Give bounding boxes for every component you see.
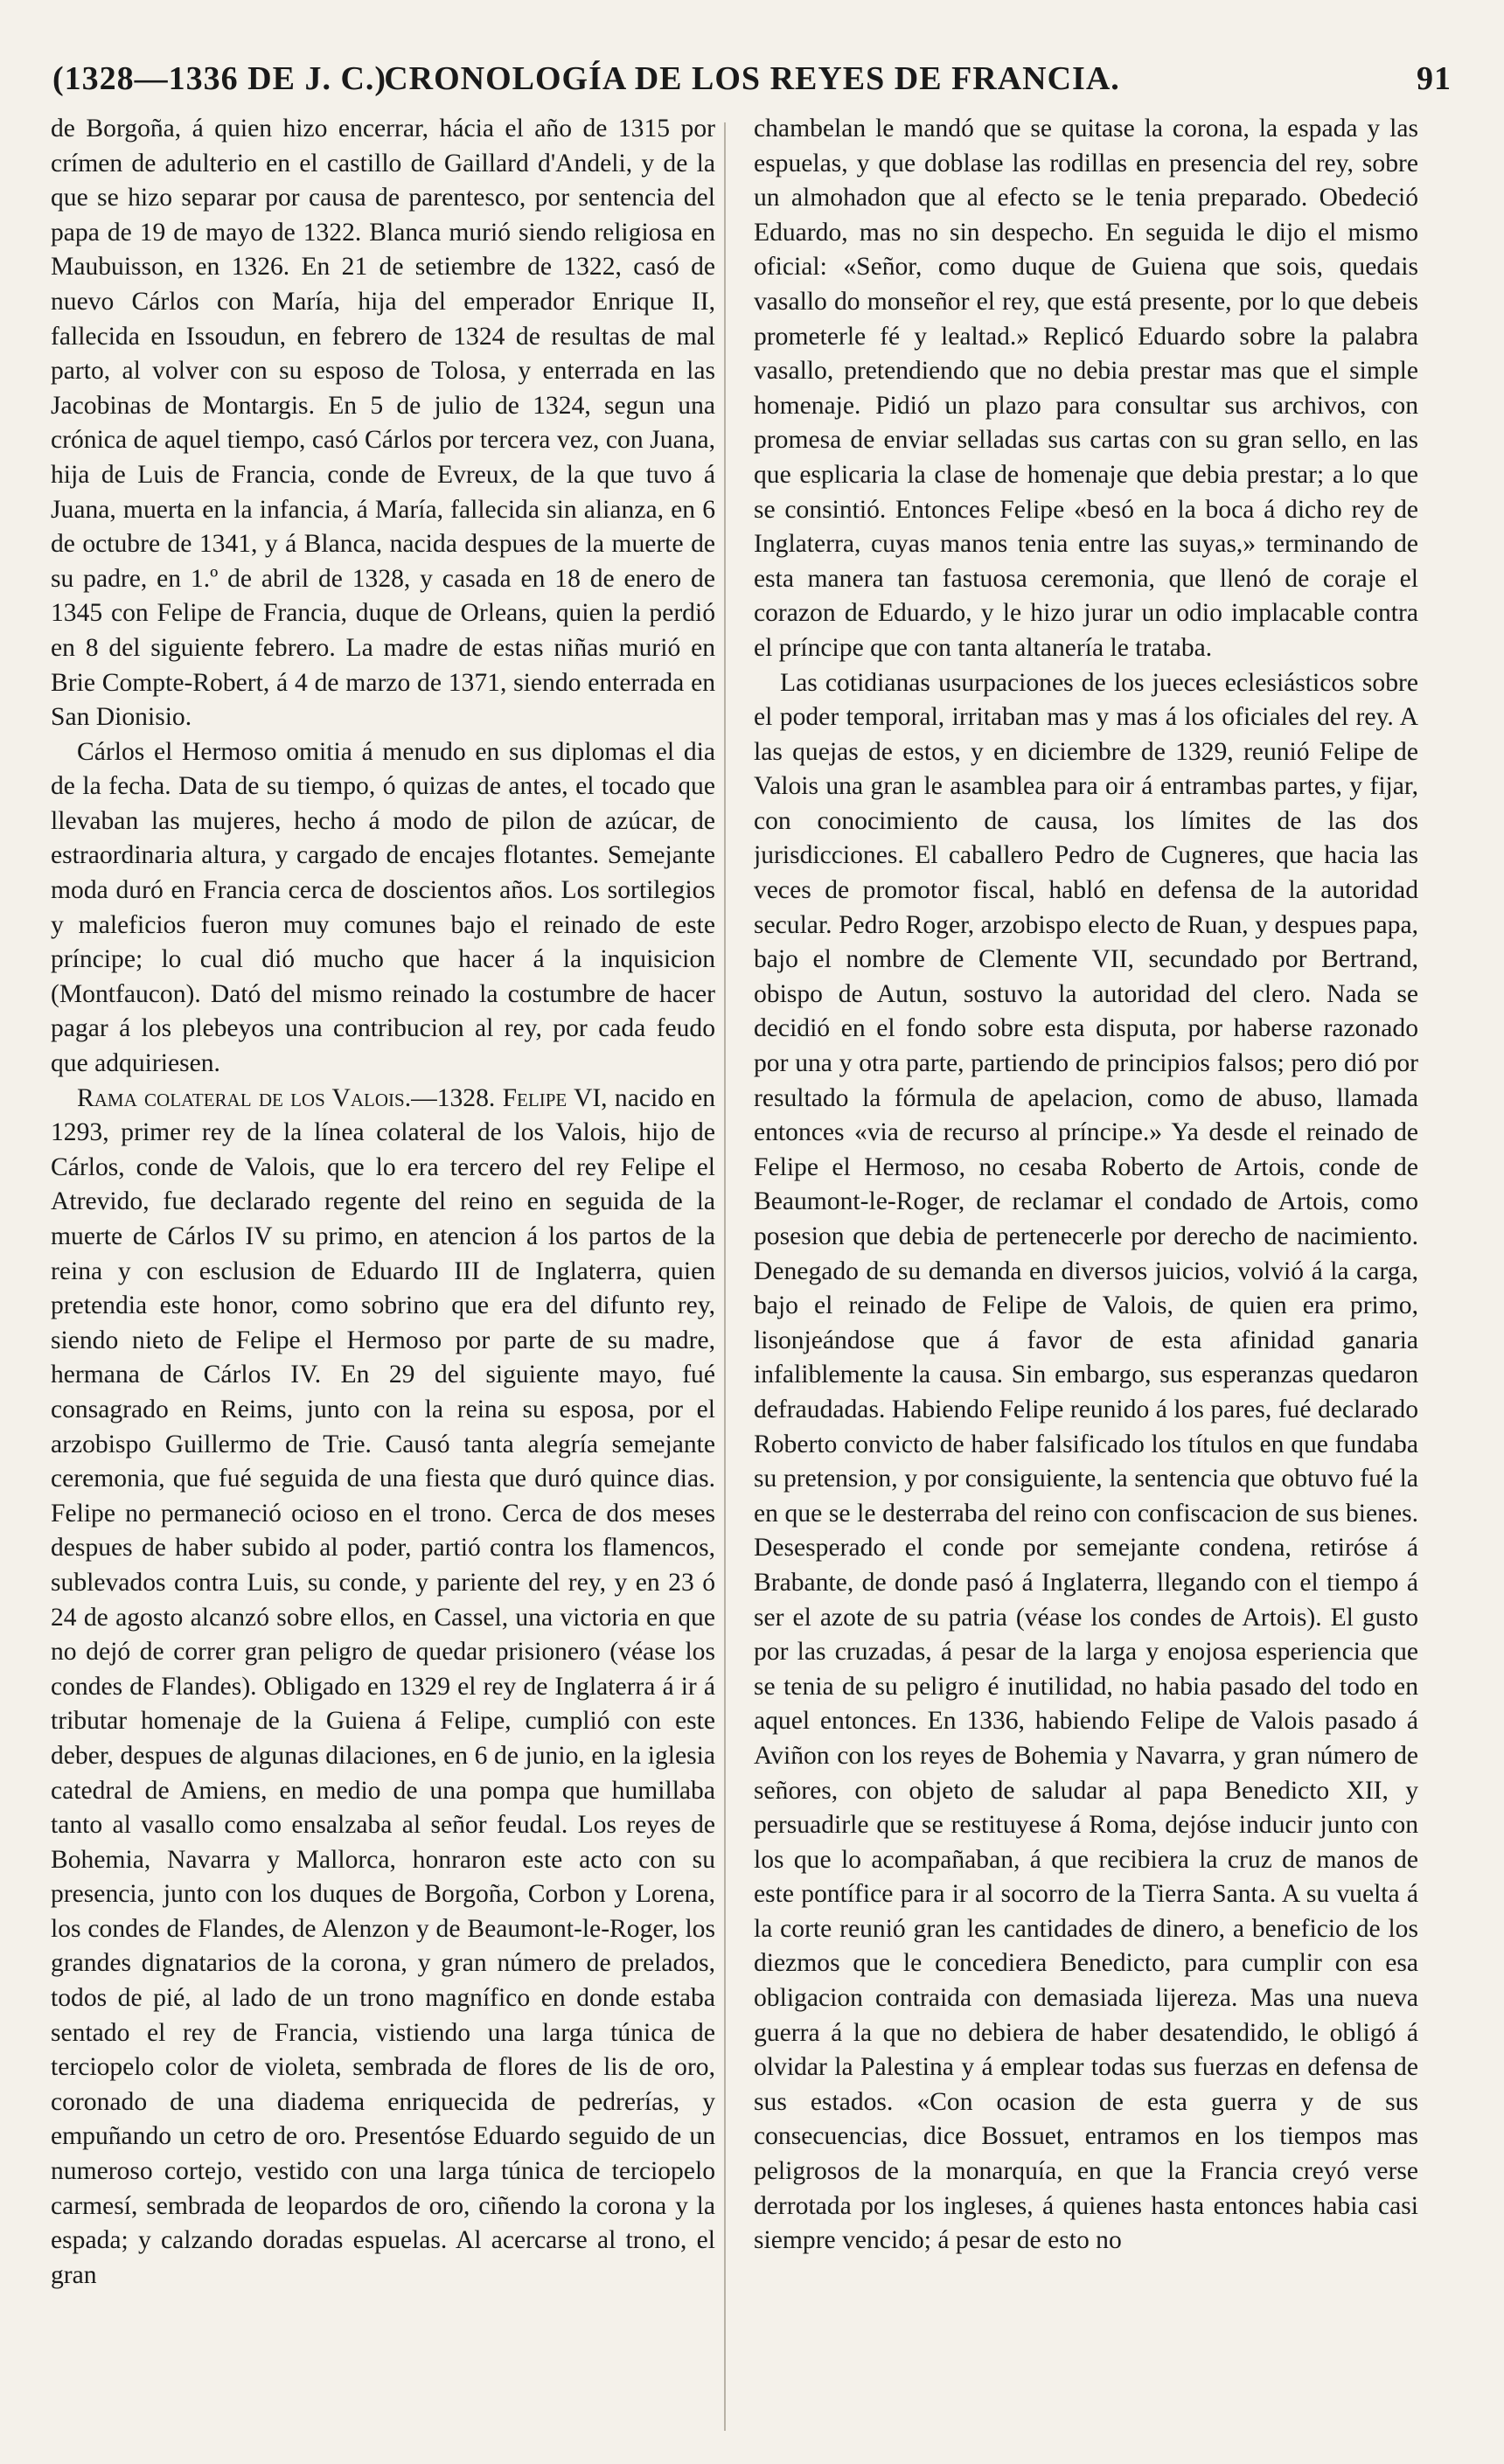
header-title: CRONOLOGÍA DE LOS REYES DE FRANCIA. bbox=[384, 60, 1120, 97]
paragraph: Las cotidianas usurpaciones de los jueces eclesiásticos sobre el poder temporal, irritaban mas y mas á los oficiales del rey. A las quejas de estos, y en diciembre de 1329, reunió Felipe de Valois una gran le asamblea para oir á entrambas partes, y fijar, con conocimiento de causa, los límites de las dos jurisdicciones. El caballero Pedro de Cugneres, que hacia las veces de promotor fiscal, habló en defensa de la autoridad secular. Pedro Roger, arzobispo electo de Ruan, y despues papa, bajo el nombre de Clemente VII, secundado por Bertrand, obispo de Autun, sostuvo la autoridad del clero. Nada se decidió en el fondo sobre esta disputa, por haberse razonado por una y otra parte, partiendo de principios falsos; pero dió por resultado la fórmula de apelacion, como de abuso, llamada entonces «via de recurso al príncipe.» Ya desde el reinado de Felipe el Hermoso, no cesaba Roberto de Artois, conde de Beaumont-le-Roger, de reclamar el condado de Artois, como posesion que debia de pertenecerle por derecho de nacimiento. Denegado de su demanda en diversos juicios, volvió á la carga, bajo el reinado de Felipe de Valois, de quien era primo, lisonjeándose que á favor de esta afinidad ganaria infaliblemente la causa. Sin embargo, sus esperanzas quedaron defraudadas. Habiendo Felipe reunido á los pares, fué declarado Roberto convicto de haber falsificado los títulos en que fundaba su pretension, y por consiguiente, la sentencia que obtuvo fué la en que se le desterraba del reino con confiscacion de sus bienes. Desesperado el conde por semejante condena, retiróse á Brabante, de donde pasó á Inglaterra, llegando con el tiempo á ser el azote de su patria (véase los condes de Artois). El gusto por las cruzadas, á pesar de la larga y enojosa esperiencia que se tenia de su peligro é inutilidad, no habia pasado del todo en aquel entonces. En 1336, habiendo Felipe de Valois pasado á Aviñon con los reyes de Bohemia y Navarra, y gran número de señores, con objeto de saludar al papa Benedicto XII, y persuadirle que se restituyese á Roma, dejóse inducir junto con los que lo acompañaban, á que recibiera la cruz de manos de este pontífice para ir al socorro de la Tierra Santa. A su vuelta á la corte reunió gran les cantidades de dinero, a beneficio de los diezmos que le concediera Benedicto, para cumplir con esa obligacion contraida con demasiada lijereza. Mas una nueva guerra á la que no debiera de haber desatendido, le obligó á olvidar la Palestina y á emplear todas sus fuerzas en defensa de sus estados. «Con ocasion de esta guerra y de sus consecuencias, dice Bossuet, entramos en los tiempos mas peligrosos de la monarquía, en que la Francia creyó verse derrotada por los ingleses, á quienes hasta entonces habia casi siempre vencido; á pesar de esto no bbox=[754, 668, 1418, 2255]
section-paragraph bbox=[51, 1082, 715, 2293]
left-column bbox=[51, 112, 715, 2438]
section-heading: Rama colateral de los Valois.—1328. Felipe VI, bbox=[77, 1083, 608, 1112]
header-dates: (1328—1336 DE J. C.) bbox=[52, 60, 387, 97]
page-number: 91 bbox=[1417, 60, 1452, 97]
right-column bbox=[754, 112, 1418, 2438]
column-divider bbox=[724, 122, 726, 2431]
page-header bbox=[52, 54, 1452, 103]
paragraph: chambelan le mandó que se quitase la corona, la espada y las espuelas, y que doblase las rodillas en presencia del rey, sobre un almohadon que al efecto se le tenia preparado. Obedeció Eduardo, mas no sin despecho. En seguida le dijo el mismo oficial: «Señor, como duque de Guiena que sois, quedais vasallo do monseñor el rey, que está presente, por lo que debeis prometerle fé y lealtad.» Replicó Eduardo sobre la palabra vasallo, pretendiendo que no debia prestar mas que el simple homenaje. Pidió un plazo para consultar sus archivos, con promesa de enviar selladas sus cartas con su gran sello, en las que esplicaria la clase de homenaje que debia prestar; a lo que se consintió. Entonces Felipe «besó en la boca á dicho rey de Inglaterra, cuyas manos tenia entre las suyas,» terminando de esta manera tan fastuosa ceremonia, que llenó de coraje el corazon de Eduardo, y le hizo jurar un odio implacable contra el príncipe que con tanta altanería le trataba. bbox=[754, 115, 1418, 662]
paragraph-text: nacido en 1293, primer rey de la línea colateral de los Valois, hijo de Cárlos, conde de Valois, que lo era tercero del rey Felipe el Atrevido, fue declarado regente del reino en seguida de la muerte de Cárlos IV su primo, en atencion á los partos de la reina y con esclusion de Eduardo III de Inglaterra, quien pretendia este honor, como sobrino que era del difunto rey, siendo nieto de Felipe el Hermoso por parte de su madre, hermana de Cárlos IV. En 29 del siguiente mayo, fué consagrado en Reims, junto con la reina su esposa, por el arzobispo Guillermo de Trie. Causó tanta alegría semejante ceremonia, que fué seguida de una fiesta que duró quince dias. Felipe no permaneció ocioso en el trono. Cerca de dos meses despues de haber subido al poder, partió contra los flamencos, sublevados contra Luis, su conde, y pariente del rey, y en 23 ó 24 de agosto alcanzó sobre ellos, en Cassel, una victoria en que no dejó de correr gran peligro de quedar prisionero (véase los condes de Flandes). Obligado en 1329 el rey de Inglaterra á ir á tributar homenaje de la Guiena á Felipe, cumplió con este deber, despues de algunas dilaciones, en 6 de junio, en la iglesia catedral de Amiens, en medio de una pompa que humillaba tanto al vasallo como ensalzaba al señor feudal. Los reyes de Bohemia, Navarra y Mallorca, honraron este acto con su presencia, junto con los duques de Borgoña, Corbon y Lorena, los condes de Flandes, de Alenzon y de Beaumont-le-Roger, los grandes dignatarios de la corona, y gran número de prelados, todos de pié, al lado de un trono magnífico en donde estaba sentado el rey de Francia, vistiendo una larga túnica de terciopelo color de violeta, sembrada de flores de lis de oro, coronado de una diadema enriquecida de pedrerías, y empuñando un cetro de oro. Presentóse Eduardo seguido de un numeroso cortejo, vestido con una larga túnica de terciopelo carmesí, sembrada de leopardos de oro, ciñendo la corona y la espada; y calzando doradas espuelas. Al acercarse al trono, el gran bbox=[51, 1083, 715, 2289]
paragraph: Cárlos el Hermoso omitia á menudo en sus diplomas el dia de la fecha. Data de su tiempo, ó quizas de antes, el tocado que llevaban las mujeres, hecho á modo de pilon de azúcar, de estraordinaria altura, y cargado de encajes flotantes. Semejante moda duró en Francia cerca de doscientos años. Los sortilegios y maleficios fueron muy comunes bajo el reinado de este príncipe; lo cual dió mucho que hacer á la inquisicion (Montfaucon). Dató del mismo reinado la costumbre de hacer pagar á los plebeyos una contribucion al rey, por cada feudo que adquiriesen. bbox=[51, 737, 715, 1078]
paragraph: de Borgoña, á quien hizo encerrar, hácia el año de 1315 por crímen de adulterio en el castillo de Gaillard d'Andeli, y de la que se hizo separar por causa de parentesco, por sentencia del papa de 19 de mayo de 1322. Blanca murió siendo religiosa en Maubuisson, en 1326. En 21 de setiembre de 1322, casó de nuevo Cárlos con María, hija del emperador Enrique II, fallecida en Issoudun, en febrero de 1324 de resultas de mal parto, al volver con su esposo de Tolosa, y enterrada en las Jacobinas de Montargis. En 5 de julio de 1324, segun una crónica de aquel tiempo, casó Cárlos por tercera vez, con Juana, hija de Luis de Francia, conde de Evreux, de la que tuvo á Juana, muerta en la infancia, á María, fallecida sin alianza, en 6 de octubre de 1341, y á Blanca, nacida despues de la muerte de su padre, en 1.º de abril de 1328, y casada en 18 de enero de 1345 con Felipe de Francia, duque de Orleans, quien la perdió en 8 del siguiente febrero. La madre de estas niñas murió en Brie Compte-Robert, á 4 de marzo de 1371, siendo enterrada en San Dionisio. bbox=[51, 115, 715, 732]
